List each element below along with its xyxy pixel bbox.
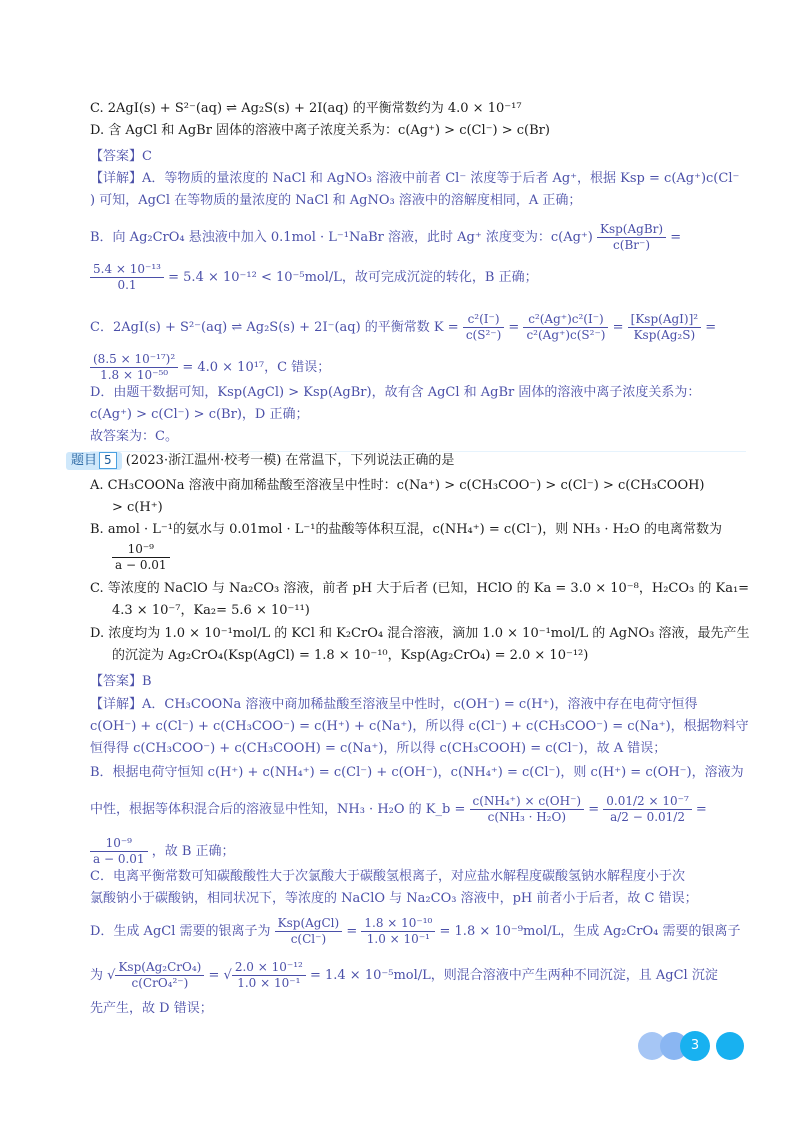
fraction-denominator: 1.8 × 10⁻⁵⁰ [100,368,169,382]
fraction [597,222,666,253]
text-segment: D．生成 AgCl 需要的银离子为 [90,924,271,939]
fraction-denominator: a − 0.01 [93,852,145,866]
detail-2-b3 [90,836,746,867]
text-segment: = 1.8 × 10⁻⁹mol/L，生成 Ag₂CrO₄ 需要的银离子 [439,924,741,939]
answer-1 [90,148,746,166]
q5-option-d1: D. 浓度均为 1.0 × 10⁻¹mol/L 的 KCl 和 K₂CrO₄ 混合溶液，滴加 1.0 × 10⁻¹mol/L 的 AgNO₃ 溶液，最先产生 [90,626,750,641]
question-tag-label: 题目 [71,453,98,468]
detail-1-d2: c(Ag⁺) > c(Cl⁻) > c(Br)，D 正确； [90,407,309,422]
fraction-numerator: Ksp(AgBr) [597,222,666,238]
fraction-numerator: 10⁻⁹ [112,542,170,558]
text-segment: = 4.0 × 10¹⁷，C 错误； [182,360,331,375]
sqrt-icon: √ [107,968,116,983]
fraction-denominator: a − 0.01 [115,558,167,572]
detail-2-a2: c(OH⁻) + c(Cl⁻) + c(CH₃COO⁻) = c(H⁺) + c(Na⁺)，所以得 c(Cl⁻) + c(CH₃COO⁻) = c(Na⁺)，根据物料守 [90,719,749,734]
detail-1-d1: D．由题干数据可知，Ksp(AgCl) > Ksp(AgBr)，故有含 AgCl 和 AgBr 固体的溶液中离子浓度关系为： [90,385,701,400]
page-decoration-circle [716,1032,744,1060]
sqrt-icon: √ [223,968,232,983]
detail-1-b1 [90,222,746,253]
detail-1-a1: 【详解】A．等物质的量浓度的 NaCl 和 AgNO₃ 溶液中前者 Cl⁻ 浓度等于后者 Ag⁺，根据 Ksp = c(Ag⁺)c(Cl⁻ [90,171,740,186]
q5-option-b2 [112,542,746,573]
detail-2-d3: 先产生，故 D 错误； [90,1001,213,1016]
q5-option-c1: C. 等浓度的 NaClO 与 Na₂CO₃ 溶液，前者 pH 大于后者 (已知，HClO 的 Ka = 3.0 × 10⁻⁸，H₂CO₃ 的 Ka₁= [90,581,750,596]
q5-option-d2: 的沉淀为 Ag₂CrO₄(Ksp(AgCl) = 1.8 × 10⁻¹⁰，Ksp(Ag₂CrO₄) = 2.0 × 10⁻¹²) [112,648,589,663]
fraction-numerator: c(NH₄⁺) × c(OH⁻) [470,794,585,810]
detail-2-d1: D．生成 AgCl 需要的银离子为 $\frac{\text{Ksp(AgCl)}}{c(Cl^-)}$ = $\frac{\text{1.8 × 10⁻¹⁰}}{\text{1.0 × 10⁻¹}}$ = 1.8 × 10⁻⁹mol/L，生成 Ag₂CrO₄ 需要的银离子 [90,916,741,946]
fraction [275,916,343,947]
fraction-denominator: 0.1 [117,278,137,292]
detail-2-b2: 中性，根据等体积混合后的溶液显中性知，NH₃ · H₂O 的 K_b = $\frac{\text{c(NH₄⁺) × c(OH⁻)}}{\text{c(NH₃ · H₂O)}}$ = $\frac{\text{0.01/2 × 10⁻⁷}}{a/2 - 0.01/2}$ = [90,794,707,824]
text-segment: = [670,230,682,245]
fraction-denominator: c(Br⁻) [613,238,651,252]
question-number: 5 [99,452,117,469]
option-c: C. 2AgI(s) + S²⁻(aq) ⇌ Ag₂S(s) + 2I(aq) 的平衡常数约为 4.0 × 10⁻¹⁷ [90,101,522,116]
text-segment: 为 [90,968,104,983]
question-tag [66,452,122,470]
fraction-numerator: 2.0 × 10⁻¹² [232,960,306,976]
detail-1-b2 [90,262,746,293]
fraction-denominator: a/2 − 0.01/2 [610,810,685,824]
fraction-numerator: Ksp(Ag₂CrO₄) [115,960,204,976]
answer-value: C [142,149,152,164]
fraction-numerator: [Ksp(AgI)]² [628,312,701,328]
detail-2-c1: C．电离平衡常数可知碳酸酸性大于次氯酸大于碳酸氢根离子，对应盐水解程度碳酸氢钠水解程度小于次 [90,869,685,884]
fraction [523,312,608,343]
question-stem: (2023·浙江温州·校考一模) 在常温下，下列说法正确的是 [125,453,455,468]
fraction-denominator: Ksp(Ag₂S) [633,328,696,342]
detail-2-a1: 【详解】A．CH₃COONa 溶液中商加稀盐酸至溶液呈中性时，c(OH⁻) = c(H⁺)，溶液中存在电荷守恒得 [90,697,698,712]
detail-1-a2: ) 可知，AgCl 在等物质的量浓度的 NaCl 和 AgNO₃ 溶液中的溶解度相同，A 正确； [90,193,582,208]
q5-option-a1: A. CH₃COONa 溶液中商加稀盐酸至溶液呈中性时：c(Na⁺) > c(CH₃COO⁻) > c(Cl⁻) > c(CH₃COOH) [90,478,705,493]
answer-label: 【答案】 [90,149,143,164]
fraction-numerator: c²(Ag⁺)c²(I⁻) [523,312,608,328]
answer-2 [90,673,746,691]
question-5-header [66,452,746,470]
fraction-denominator: c(CrO₄²⁻) [131,976,189,990]
fraction [90,836,148,867]
fraction-numerator: 10⁻⁹ [90,836,148,852]
detail-2-b1: B．根据电荷守恒知 c(H⁺) + c(NH₄⁺) = c(Cl⁻) + c(OH⁻)，c(NH₄⁺) = c(Cl⁻)，则 c(H⁺) = c(OH⁻)，溶液为 [90,765,744,780]
q5-option-a2: > c(H⁺) [112,500,163,515]
fraction-numerator: 5.4 × 10⁻¹³ [90,262,164,278]
fraction [463,312,504,343]
text-segment: = 5.4 × 10⁻¹² < 10⁻⁵mol/L，故可完成沉淀的转化，B 正确； [168,270,538,285]
detail-2-d2: 为 √ $\frac{\text{Ksp(Ag₂CrO₄)}}{\text{c(CrO₄²⁻)}}$ = √ $\frac{\text{2.0 × 10⁻¹²}}{\text{1.0 × 10⁻¹}}$ = 1.4 × 10⁻⁵mol/L，则混合溶液中产生两种不同沉淀，且 AgCl 沉淀 [90,960,718,990]
page-number: 3 [680,1031,710,1061]
q5-option-c2: 4.3 × 10⁻⁷，Ka₂= 5.6 × 10⁻¹¹) [112,603,310,618]
text-segment: = 1.4 × 10⁻⁵mol/L，则混合溶液中产生两种不同沉淀，且 AgCl 沉淀 [309,968,718,983]
fraction [232,960,306,991]
fraction [470,794,585,825]
fraction [361,916,435,947]
detail-2-c2: 氯酸钠小于碳酸钠，相同状况下，等浓度的 NaClO 与 Na₂CO₃ 溶液中，pH 前者小于后者，故 C 错误； [90,891,698,906]
q5-option-b1: B. amol · L⁻¹的氨水与 0.01mol · L⁻¹的盐酸等体积互混，c(NH₄⁺) = c(Cl⁻)，则 NH₃ · H₂O 的电离常数为 [90,522,723,537]
fraction-numerator: c²(I⁻) [463,312,504,328]
fraction [603,794,692,825]
fraction [90,352,178,383]
text-segment: ，故 B 正确； [151,844,235,859]
fraction-denominator: c(S²⁻) [465,328,502,342]
text-segment: C．2AgI(s) + S²⁻(aq) ⇌ Ag₂S(s) + 2I⁻(aq) 的平衡常数 K = [90,320,459,335]
option-d: D. 含 AgCl 和 AgBr 固体的溶液中离子浓度关系为：c(Ag⁺) > c(Cl⁻) > c(Br) [90,123,550,138]
detail-1-c2 [90,352,746,383]
fraction-denominator: 1.0 × 10⁻¹ [366,932,430,946]
fraction-denominator: 1.0 × 10⁻¹ [237,976,301,990]
answer-label: 【答案】 [90,674,143,689]
fraction-numerator: Ksp(AgCl) [275,916,343,932]
fraction-denominator: c(NH₃ · H₂O) [487,810,567,824]
detail-2-a3: 恒得得 c(CH₃COO⁻) + c(CH₃COOH) = c(Na⁺)，所以得 c(CH₃COOH) = c(Cl⁻)，故 A 错误； [90,741,667,756]
fraction [90,262,164,293]
fraction-numerator: (8.5 × 10⁻¹⁷)² [90,352,178,368]
detail-1-end: 故答案为：C。 [90,429,178,444]
detail-1-c1: C．2AgI(s) + S²⁻(aq) ⇌ Ag₂S(s) + 2I⁻(aq) 的平衡常数 K = $\frac{\text{c²(I⁻)}}{\text{c(S²⁻)}}$ = $\frac{\text{c²(Ag⁺)c²(I⁻)}}{\text{c²(Ag⁺)c(S²⁻)}}$ = $\frac{\text{[Ksp(AgI)]²}}{\text{Ksp(Ag₂S)}}$ = [90,312,717,342]
fraction [115,960,204,991]
fraction [112,542,170,573]
text-segment: B．向 Ag₂CrO₄ 悬浊液中加入 0.1mol · L⁻¹NaBr 溶液，此时 Ag⁺ 浓度变为：c(Ag⁺) [90,230,593,245]
fraction-denominator: c(Cl⁻) [290,932,327,946]
fraction-denominator: c²(Ag⁺)c(S²⁻) [526,328,606,342]
answer-value: B [142,674,152,689]
fraction [628,312,701,343]
text-segment: 中性，根据等体积混合后的溶液显中性知，NH₃ · H₂O 的 K_b = [90,802,466,817]
fraction-numerator: 0.01/2 × 10⁻⁷ [603,794,692,810]
fraction-numerator: 1.8 × 10⁻¹⁰ [361,916,435,932]
